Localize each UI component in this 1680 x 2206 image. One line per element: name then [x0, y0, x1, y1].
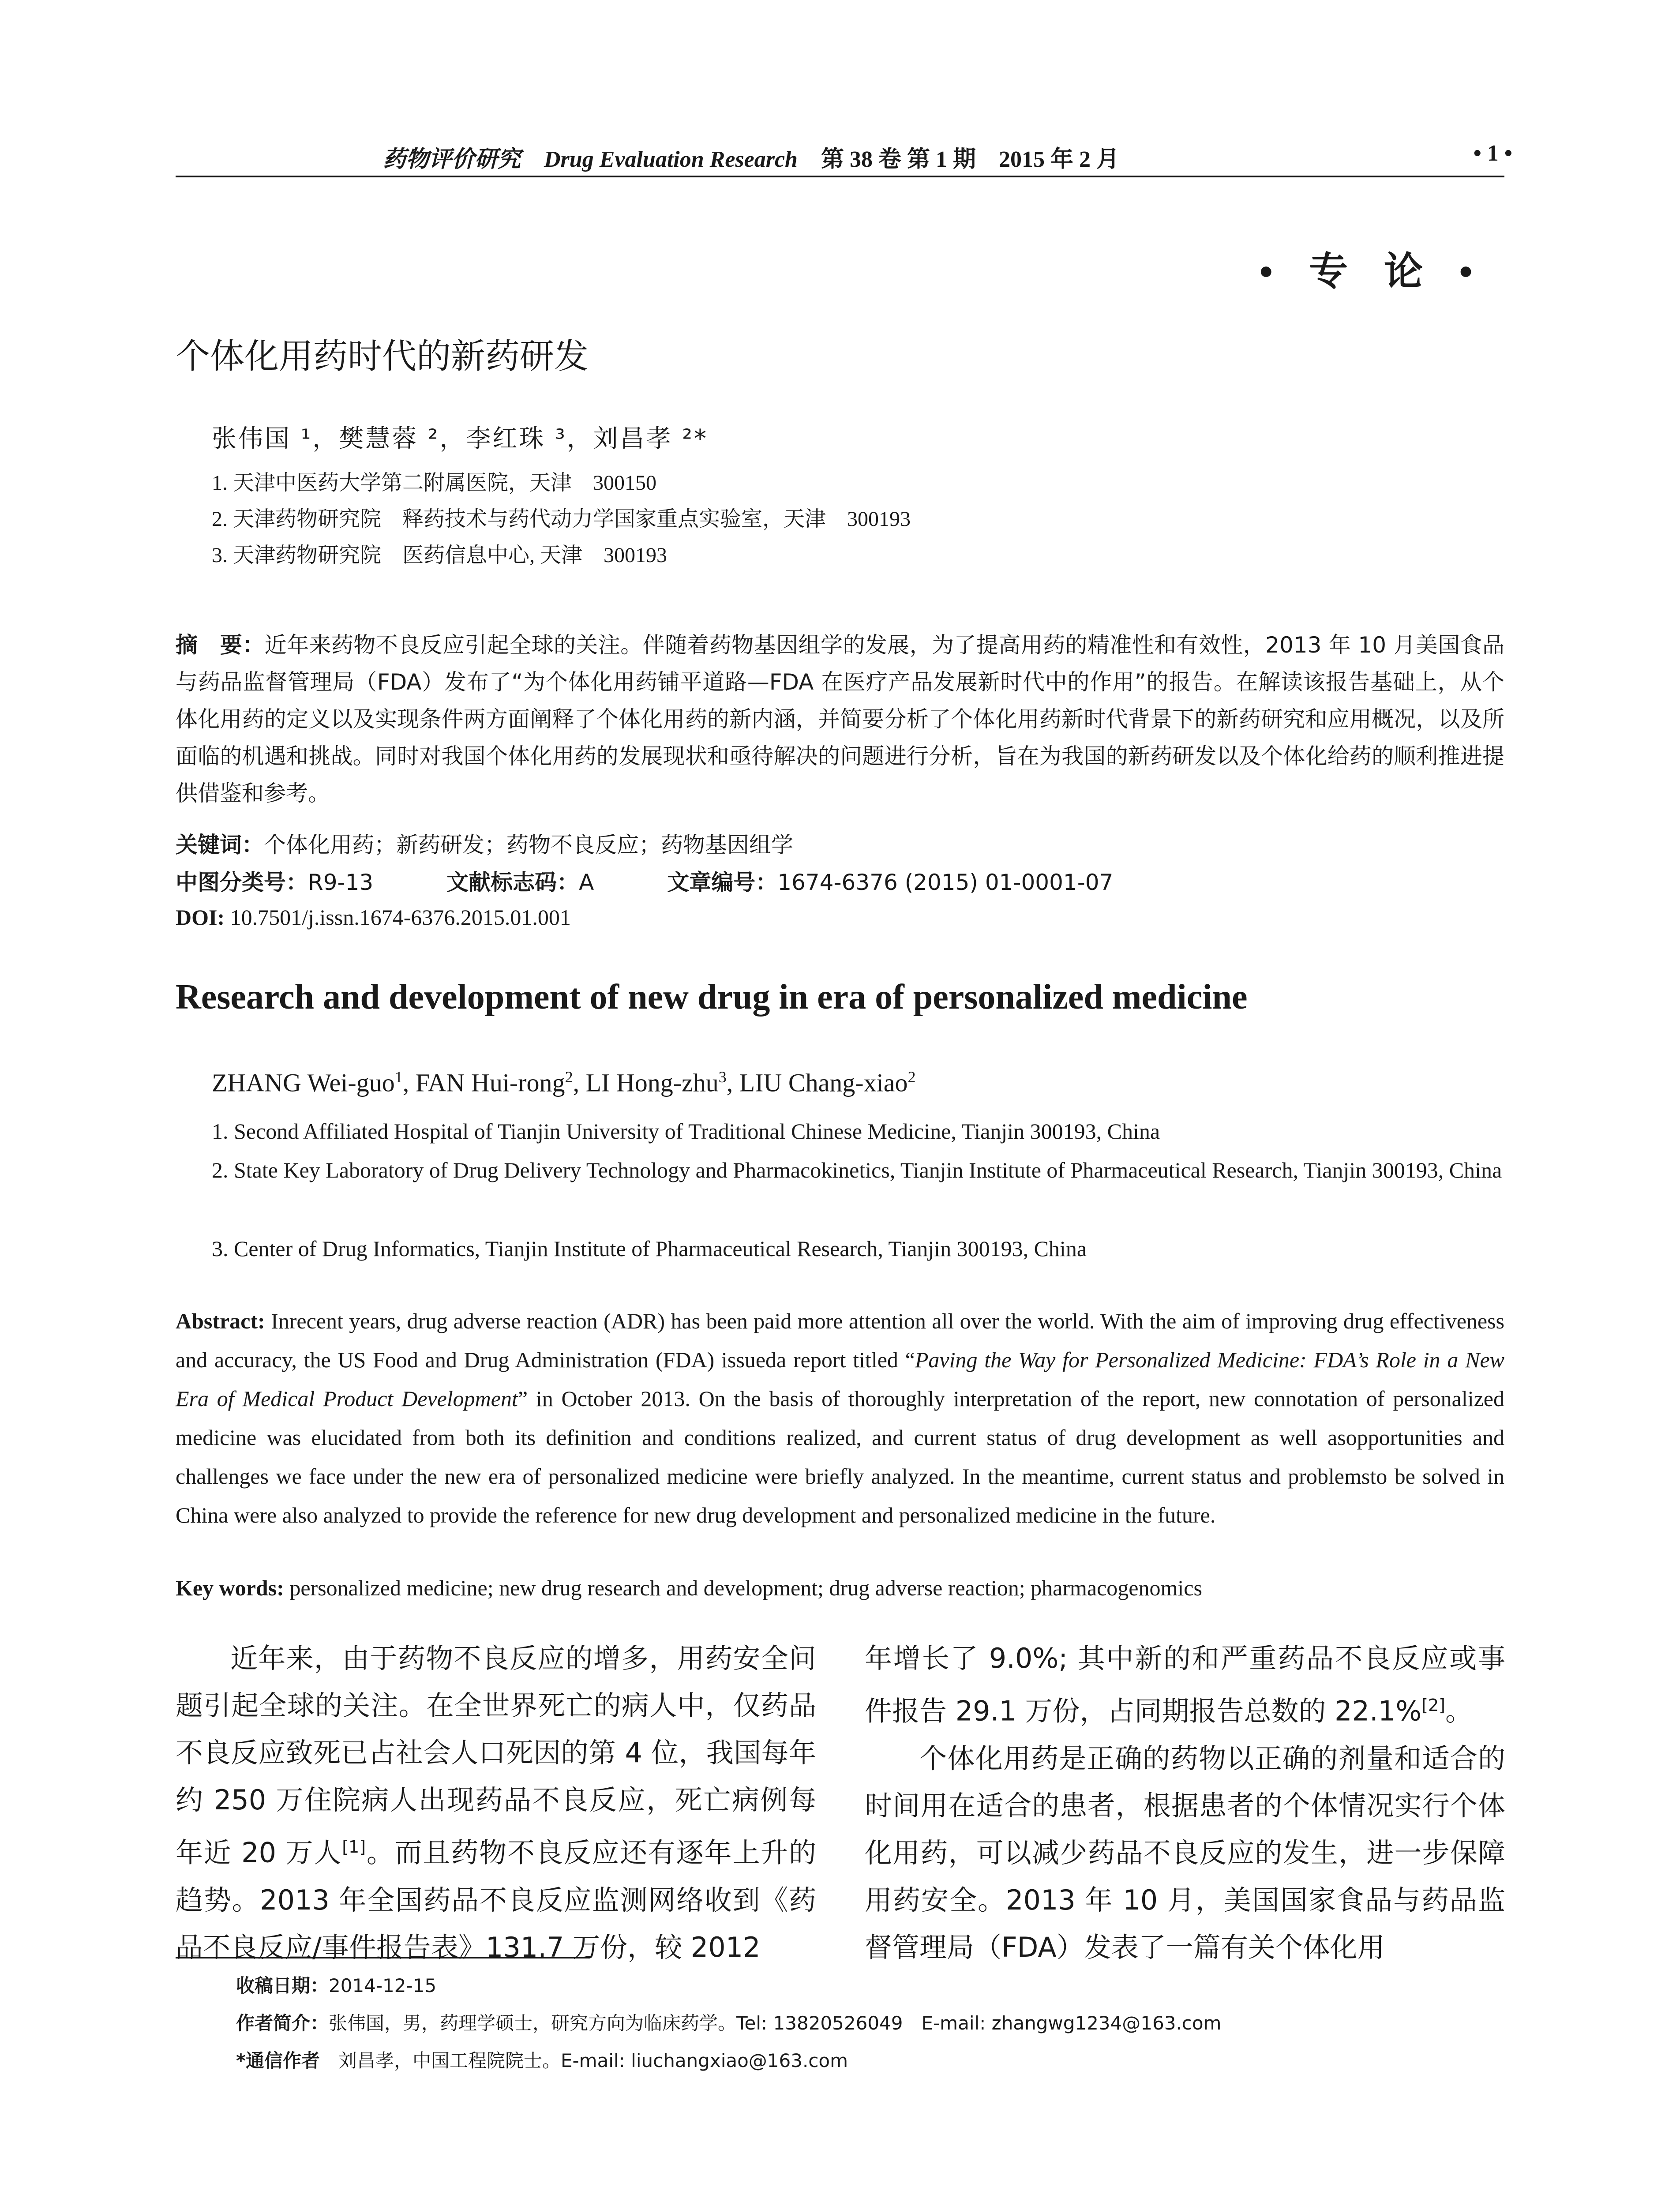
body-column-right — [865, 1635, 1505, 1971]
author-2-aff: 2 — [565, 1068, 573, 1086]
body-text-1a: 近年来，由于药物不良反应的增多，用药安全问题引起全球的关注。在全世界死亡的病人中，仅药品不良反应致死已占社会人口死因的第 4 位，我国每年约 250 万住院病人出现药品不良反应，死亡病例每年近 20 万人 — [176, 1642, 816, 1869]
footnote-received — [236, 1971, 436, 1998]
author-4-aff: 2 — [908, 1068, 916, 1086]
body-paragraph-1 — [176, 1635, 816, 1971]
issue-info: 第 38 卷 第 1 期 2015 年 2 月 — [821, 147, 1119, 172]
body-text-2a: 年增长了 9.0%; 其中新的和严重药品不良反应或事件报告 29.1 万份，占同期报告总数的 22.1% — [865, 1642, 1505, 1727]
title-english: Research and development of new drug in era of personalized medicine — [176, 978, 1248, 1017]
doc-code-label: 文献标志码： — [446, 870, 579, 895]
author-3-aff: 3 — [718, 1068, 727, 1086]
abstract-english — [176, 1302, 1504, 1534]
keywords-chinese — [176, 827, 793, 859]
header-rule — [176, 176, 1504, 177]
citation-1: [1] — [342, 1837, 366, 1857]
affiliation-en-3: 3. Center of Drug Informatics, Tianjin Institute of Pharmaceutical Research, Tianjin 300193, China — [212, 1236, 1087, 1261]
author-3: LI Hong-zhu — [585, 1068, 719, 1097]
title-chinese: 个体化用药时代的新药研发 — [176, 337, 589, 376]
affiliation-en-1: 1. Second Affiliated Hospital of Tianjin University of Traditional Chinese Medicine, Tianjin 300193, China — [212, 1119, 1160, 1144]
body-paragraph-2: 个体化用药是正确的药物以正确的剂量和适合的时间用在适合的患者，根据患者的个体情况实行个体化用药，可以减少药品不良反应的发生，进一步保障用药安全。2013 年 10 月，美国国家食品与药品监督管理局（FDA）发表了一篇有关个体化用 — [865, 1742, 1505, 1963]
bio-label: 作者简介： — [236, 2012, 329, 2034]
report-title: Paving the Way for Personalized Medicine: FDA’s Role in a New Era of Medical Product Development — [176, 1347, 1505, 1411]
bio-text: 张伟国，男，药理学硕士，研究方向为临床药学。Tel: 13820526049 E-mail: zhangwg1234@163.com — [329, 2012, 1222, 2034]
affiliation-cn-1: 1. 天津中医药大学第二附属医院，天津 300150 — [212, 471, 657, 495]
received-date: 2014-12-15 — [329, 1975, 437, 1996]
abstract-cn-text: 近年来药物不良反应引起全球的关注。伴随着药物基因组学的发展，为了提高用药的精准性和有效性，2013 年 10 月美国食品与药品监督管理局（FDA）发布了“为个体化用药铺平道路—FDA 在医疗产品发展新时代中的作用”的报告。在解读该报告基础上，从个体化用药的定义以及实现条件两方面阐释了个体化用药的新内涵，并简要分析了个体化用药新时代背景下的新药研究和应用概况，以及所面临的机遇和挑战。同时对我国个体化用药的发展现状和亟待解决的问题进行分析，旨在为我国的新药研发以及个体化给药的顺利推进提供借鉴和参考。 — [176, 632, 1504, 806]
abstract-cn-label: 摘 要： — [176, 632, 265, 658]
keywords-en-label: Key words: — [176, 1576, 284, 1600]
affiliation-en-2: 2. State Key Laboratory of Drug Delivery Technology and Pharmacokinetics, Tianjin Institute of Pharmaceutical Research, Tianjin 300193, China — [212, 1158, 1502, 1182]
body-text-2b: 。 — [1445, 1695, 1473, 1727]
affiliation-cn-3: 3. 天津药物研究院 医药信息中心, 天津 300193 — [212, 544, 668, 567]
author-1: ZHANG Wei-guo — [212, 1068, 395, 1097]
footnote-bio — [236, 2009, 1221, 2035]
section-tag: • 专 论 • — [1259, 251, 1486, 293]
clc-label: 中图分类号： — [176, 870, 308, 895]
affiliation-cn-2: 2. 天津药物研究院 释药技术与药代动力学国家重点实验室，天津 300193 — [212, 507, 911, 531]
keywords-en-text: personalized medicine; new drug research and development; drug adverse reaction; pharmacogenomics — [284, 1576, 1202, 1600]
author-1-aff: 1 — [394, 1068, 403, 1086]
classification-line — [176, 865, 1179, 897]
abstract-en-label: Abstract: — [176, 1309, 265, 1333]
page-number: • 1 • — [1473, 141, 1512, 166]
author-4: LIU Chang-xiao — [739, 1068, 908, 1097]
journal-logo: 药物评价研究 — [382, 147, 521, 172]
abstract-en-text-2: ” in October 2013. On the basis of thoroughly interpretation of the report, new connotation of personalized medicine was elucidated from both its definition and conditions realized, and current status of drug development as well asopportunities and challenges we face under the new era of personalized medicine were briefly analyzed. In the meantime, current status and problemsto be solved in China were also analyzed to provide the reference for new drug development and personalized medicine in the future. — [176, 1386, 1504, 1527]
journal-name: Drug Evaluation Research — [544, 147, 798, 172]
body-paragraph-1-cont — [865, 1635, 1505, 1735]
keywords-cn-label: 关键词： — [176, 832, 264, 858]
authors-english: ZHANG Wei-guo$^1$, FAN Hui-rong$^2$, LI Hong-zhu$^3$, LIU Chang-xiao$^2$ — [212, 1068, 916, 1097]
article-no-label: 文章编号： — [667, 870, 778, 895]
article-no-value: 1674-6376 (2015) 01-0001-07 — [777, 870, 1114, 895]
received-label: 收稿日期： — [236, 1975, 329, 1996]
corresponding-text: 刘昌孝，中国工程院院士。E-mail: liuchangxiao@163.com — [319, 2050, 848, 2071]
footnote-corresponding — [236, 2046, 848, 2073]
body-column-left — [176, 1635, 816, 1971]
footnote-rule — [176, 1957, 590, 1958]
authors-chinese: 张伟国 ¹，樊慧蓉 ²，李红珠 ³，刘昌孝 ²* — [212, 424, 708, 453]
body-text-1b: 。而且药物不良反应还有逐年上升的趋势。2013 年全国药品不良反应监测网络收到《药品不良反应/事件报告表》131.7 万份，较 2012 — [176, 1836, 816, 1963]
running-header — [0, 140, 1502, 173]
abstract-en-text-1: Inrecent years, drug adverse reaction (ADR) has been paid more attention all over the world. With the aim of improving drug effectiveness and accuracy, the US Food and Drug Administration (FDA) issueda report titled “ — [176, 1309, 1504, 1372]
doi-line — [176, 904, 571, 930]
keywords-cn-text: 个体化用药；新药研发；药物不良反应；药物基因组学 — [264, 832, 793, 858]
corresponding-label: *通信作者 — [236, 2050, 320, 2071]
doi-label: DOI: — [176, 905, 225, 930]
doi-value: 10.7501/j.issn.1674-6376.2015.01.001 — [230, 905, 571, 930]
clc-value: R9-13 — [308, 870, 374, 895]
author-2: FAN Hui-rong — [415, 1068, 565, 1097]
abstract-chinese — [176, 627, 1504, 812]
keywords-english — [176, 1575, 1202, 1601]
citation-2: [2] — [1421, 1696, 1445, 1715]
doc-code-value: A — [579, 870, 594, 895]
